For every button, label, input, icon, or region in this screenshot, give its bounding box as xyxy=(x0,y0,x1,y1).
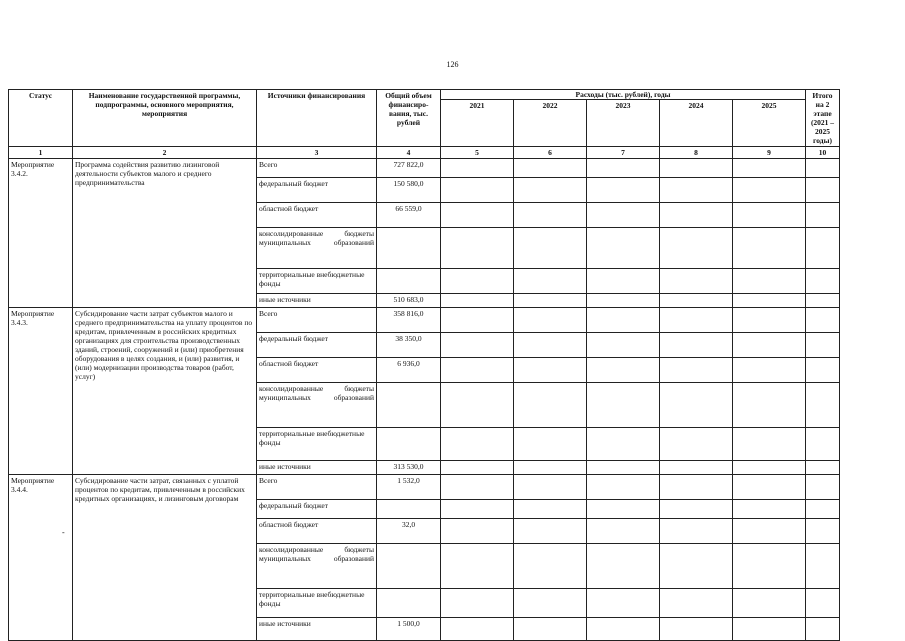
empty-cell xyxy=(587,333,660,358)
header-status: Статус xyxy=(9,90,73,147)
empty-cell xyxy=(514,228,587,269)
empty-cell xyxy=(733,544,806,589)
empty-cell xyxy=(514,500,587,519)
empty-cell xyxy=(514,294,587,308)
empty-cell xyxy=(514,333,587,358)
row-source: консолидированные бюджеты муниципальных образований xyxy=(257,383,377,428)
empty-cell xyxy=(587,228,660,269)
empty-cell xyxy=(660,383,733,428)
row-source: областной бюджет xyxy=(257,358,377,383)
header-year-2021: 2021 xyxy=(441,100,514,147)
empty-cell xyxy=(660,519,733,544)
empty-cell xyxy=(660,269,733,294)
empty-cell xyxy=(806,228,840,269)
empty-cell xyxy=(733,308,806,333)
empty-cell xyxy=(441,475,514,500)
row-source: федеральный бюджет xyxy=(257,178,377,203)
row-total-amount xyxy=(377,544,441,589)
row-source: Всего xyxy=(257,475,377,500)
header-result: Итого на 2 этапе (2021 – 2025 годы) xyxy=(806,90,840,147)
empty-cell xyxy=(733,383,806,428)
empty-cell xyxy=(514,308,587,333)
empty-cell xyxy=(441,294,514,308)
row-source: Всего xyxy=(257,308,377,333)
row-source: территориальные внебюджетные фонды xyxy=(257,428,377,461)
row-total-amount xyxy=(377,269,441,294)
header-total: Общий объем финансиро-вания, тыс. рублей xyxy=(377,90,441,147)
table-row xyxy=(9,159,840,178)
empty-cell xyxy=(441,333,514,358)
empty-cell xyxy=(514,519,587,544)
empty-cell xyxy=(806,203,840,228)
empty-cell xyxy=(660,294,733,308)
column-number-row xyxy=(9,147,840,159)
empty-cell xyxy=(660,428,733,461)
empty-cell xyxy=(806,159,840,178)
financing-table xyxy=(8,89,840,641)
empty-cell xyxy=(514,461,587,475)
empty-cell xyxy=(441,269,514,294)
empty-cell xyxy=(587,500,660,519)
empty-cell xyxy=(514,269,587,294)
row-status: Мероприятие 3.4.3. xyxy=(9,308,73,475)
empty-cell xyxy=(806,519,840,544)
row-total-amount: 313 530,0 xyxy=(377,461,441,475)
empty-cell xyxy=(733,519,806,544)
empty-cell xyxy=(514,383,587,428)
empty-cell xyxy=(733,228,806,269)
empty-cell xyxy=(733,294,806,308)
empty-cell xyxy=(587,589,660,618)
empty-cell xyxy=(733,475,806,500)
empty-cell xyxy=(806,500,840,519)
empty-cell xyxy=(733,461,806,475)
empty-cell xyxy=(733,500,806,519)
empty-cell xyxy=(514,203,587,228)
empty-cell xyxy=(514,589,587,618)
empty-cell xyxy=(733,589,806,618)
row-total-amount: 32,0 xyxy=(377,519,441,544)
empty-cell xyxy=(587,618,660,641)
empty-cell xyxy=(733,618,806,641)
empty-cell xyxy=(733,333,806,358)
column-number: 4 xyxy=(377,147,441,159)
empty-cell xyxy=(587,294,660,308)
empty-cell xyxy=(441,500,514,519)
table-row xyxy=(9,308,840,333)
empty-cell xyxy=(660,228,733,269)
column-number: 10 xyxy=(806,147,840,159)
empty-cell xyxy=(660,178,733,203)
empty-cell xyxy=(441,383,514,428)
page-number: 126 xyxy=(446,60,459,69)
row-name: Программа содействия развитию лизинговой деятельности субъектов малого и среднего предпринимательства xyxy=(73,159,257,308)
row-total-amount: 727 822,0 xyxy=(377,159,441,178)
empty-cell xyxy=(733,159,806,178)
column-number: 6 xyxy=(514,147,587,159)
row-status: Мероприятие 3.4.2. xyxy=(9,159,73,308)
empty-cell xyxy=(733,269,806,294)
column-number: 2 xyxy=(73,147,257,159)
row-total-amount xyxy=(377,500,441,519)
empty-cell xyxy=(441,461,514,475)
empty-cell xyxy=(587,383,660,428)
empty-cell xyxy=(587,178,660,203)
row-total-amount: 1 532,0 xyxy=(377,475,441,500)
empty-cell xyxy=(587,203,660,228)
empty-cell xyxy=(441,618,514,641)
row-source: областной бюджет xyxy=(257,519,377,544)
row-source: консолидированные бюджеты муниципальных образований xyxy=(257,544,377,589)
row-source: иные источники xyxy=(257,618,377,641)
empty-cell xyxy=(660,589,733,618)
empty-cell xyxy=(660,461,733,475)
row-source: консолидированные бюджеты муниципальных образований xyxy=(257,228,377,269)
empty-cell xyxy=(587,358,660,383)
empty-cell xyxy=(660,308,733,333)
empty-cell xyxy=(806,428,840,461)
empty-cell xyxy=(587,428,660,461)
empty-cell xyxy=(660,475,733,500)
empty-cell xyxy=(587,269,660,294)
header-expenses: Расходы (тыс. рублей), годы xyxy=(441,90,806,100)
header-year-2022: 2022 xyxy=(514,100,587,147)
header-row-top xyxy=(9,90,840,100)
empty-cell xyxy=(441,228,514,269)
empty-cell xyxy=(514,159,587,178)
row-name: Субсидирование части затрат, связанных с уплатой процентов по кредитам, привлеченным в российских кредитных организациях, и лизинговым договорам xyxy=(73,475,257,641)
row-name: Субсидирование части затрат субъектов малого и среднего предпринимательства на уплату процентов по кредитам, привлеченным в российских кредитных организациях для строительства производственных зданий, строений, сооружений и (или) приобретения оборудования в целях создания, и (или) развития, и (или) модернизации производства товаров (работ, услуг) xyxy=(73,308,257,475)
header-year-2024: 2024 xyxy=(660,100,733,147)
empty-cell xyxy=(806,333,840,358)
empty-cell xyxy=(441,178,514,203)
empty-cell xyxy=(660,500,733,519)
empty-cell xyxy=(441,428,514,461)
empty-cell xyxy=(514,544,587,589)
empty-cell xyxy=(660,618,733,641)
row-total-amount xyxy=(377,228,441,269)
empty-cell xyxy=(441,159,514,178)
empty-cell xyxy=(514,618,587,641)
column-number: 3 xyxy=(257,147,377,159)
empty-cell xyxy=(806,178,840,203)
table-row xyxy=(9,475,840,500)
row-source: федеральный бюджет xyxy=(257,333,377,358)
column-number: 7 xyxy=(587,147,660,159)
column-number: 1 xyxy=(9,147,73,159)
empty-cell xyxy=(733,178,806,203)
empty-cell xyxy=(660,358,733,383)
column-number: 5 xyxy=(441,147,514,159)
row-source: областной бюджет xyxy=(257,203,377,228)
row-source: федеральный бюджет xyxy=(257,500,377,519)
row-total-amount: 6 936,0 xyxy=(377,358,441,383)
empty-cell xyxy=(806,461,840,475)
empty-cell xyxy=(806,308,840,333)
row-total-amount: 510 683,0 xyxy=(377,294,441,308)
row-source: иные источники xyxy=(257,294,377,308)
empty-cell xyxy=(806,544,840,589)
empty-cell xyxy=(441,544,514,589)
row-total-amount: 358 816,0 xyxy=(377,308,441,333)
header-sources: Источники финансирования xyxy=(257,90,377,147)
empty-cell xyxy=(441,589,514,618)
empty-cell xyxy=(660,544,733,589)
empty-cell xyxy=(587,308,660,333)
row-total-amount: 1 500,0 xyxy=(377,618,441,641)
empty-cell xyxy=(514,475,587,500)
column-number: 9 xyxy=(733,147,806,159)
empty-cell xyxy=(587,519,660,544)
row-source: Всего xyxy=(257,159,377,178)
empty-cell xyxy=(806,294,840,308)
row-total-amount xyxy=(377,428,441,461)
empty-cell xyxy=(587,461,660,475)
empty-cell xyxy=(733,428,806,461)
empty-cell xyxy=(587,475,660,500)
empty-cell xyxy=(441,203,514,228)
empty-cell xyxy=(514,178,587,203)
empty-cell xyxy=(441,519,514,544)
row-total-amount: 38 350,0 xyxy=(377,333,441,358)
empty-cell xyxy=(441,308,514,333)
empty-cell xyxy=(733,358,806,383)
empty-cell xyxy=(441,358,514,383)
empty-cell xyxy=(806,383,840,428)
empty-cell xyxy=(806,618,840,641)
empty-cell xyxy=(806,475,840,500)
empty-cell xyxy=(660,333,733,358)
row-status: Мероприятие 3.4.4. xyxy=(9,475,73,641)
header-name: Наименование государственной программы, подпрограммы, основного мероприятия, мероприятия xyxy=(73,90,257,147)
empty-cell xyxy=(587,544,660,589)
empty-cell xyxy=(587,159,660,178)
row-source: территориальные внебюджетные фонды xyxy=(257,589,377,618)
header-year-2025: 2025 xyxy=(733,100,806,147)
empty-cell xyxy=(806,358,840,383)
header-year-2023: 2023 xyxy=(587,100,660,147)
empty-cell xyxy=(733,203,806,228)
empty-cell xyxy=(514,428,587,461)
empty-cell xyxy=(660,203,733,228)
column-number: 8 xyxy=(660,147,733,159)
empty-cell xyxy=(514,358,587,383)
row-source: иные источники xyxy=(257,461,377,475)
margin-mark: - xyxy=(62,528,65,537)
row-total-amount xyxy=(377,589,441,618)
row-total-amount: 66 559,0 xyxy=(377,203,441,228)
empty-cell xyxy=(806,269,840,294)
empty-cell xyxy=(660,159,733,178)
row-source: территориальные внебюджетные фонды xyxy=(257,269,377,294)
empty-cell xyxy=(806,589,840,618)
row-total-amount: 150 580,0 xyxy=(377,178,441,203)
row-total-amount xyxy=(377,383,441,428)
